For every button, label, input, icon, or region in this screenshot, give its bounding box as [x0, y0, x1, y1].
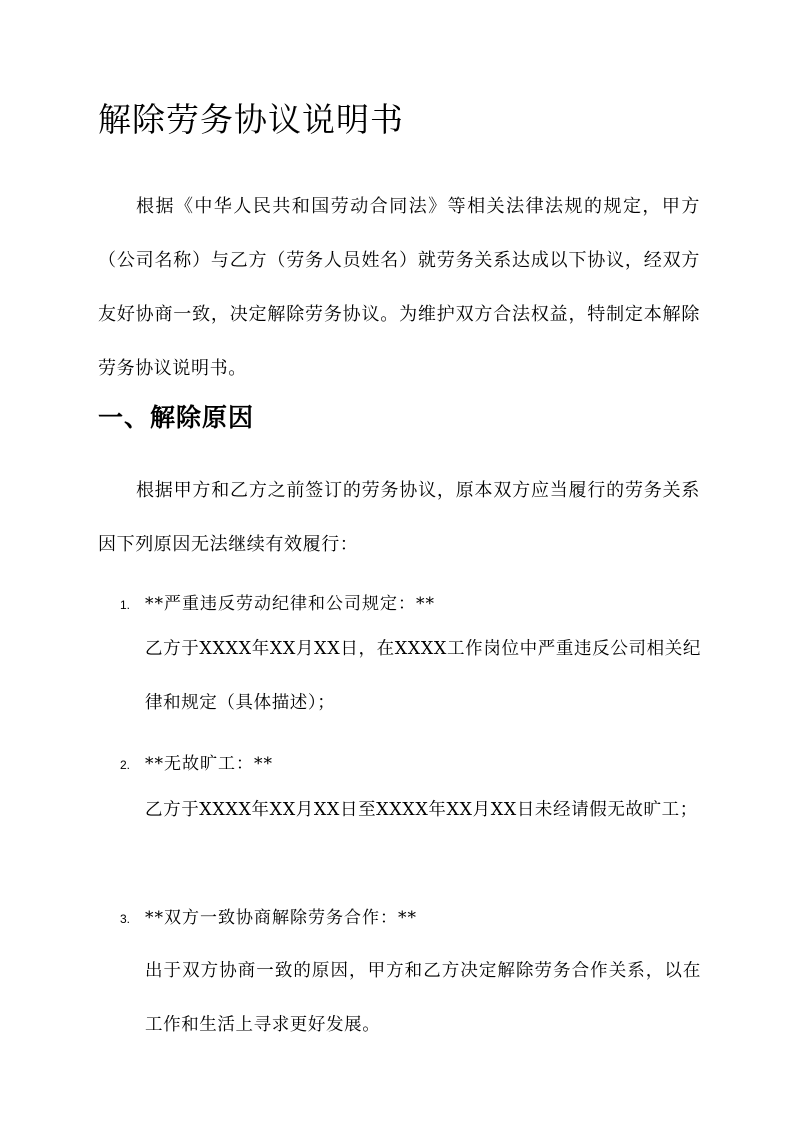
intro-paragraph: 根据《中华人民共和国劳动合同法》等相关法律法规的规定，甲方（公司名称）与乙方（劳务人员姓名）就劳务关系达成以下协议，经双方友好协商一致，决定解除劳务协议。为维护双方合法权益，特制定本解除劳务协议说明书。 — [98, 196, 700, 379]
list-item-2-body: 乙方于XXXX年XX月XX日至XXXX年XX月XX日未经请假无故旷工； — [145, 800, 698, 820]
section-heading-reasons: 一、解除原因 — [98, 403, 255, 432]
reasons-paragraph: 根据甲方和乙方之前签订的劳务协议，原本双方应当履行的劳务关系因下列原因无法继续有效履行： — [98, 480, 700, 555]
document-title: 解除劳务协议说明书 — [98, 100, 404, 139]
list-item-2-number: 2. — [120, 758, 131, 772]
list-item-3-heading — [120, 900, 417, 936]
list-item-2-heading — [120, 746, 273, 782]
list-item-3-body: 出于双方协商一致的原因，甲方和乙方决定解除劳务合作关系，以在工作和生活上寻求更好发展。 — [145, 961, 701, 1035]
list-item-1-title: **严重违反劳动纪律和公司规定：** — [145, 594, 435, 614]
list-item-1-heading — [120, 586, 435, 622]
list-item-2-title: **无故旷工：** — [145, 754, 273, 774]
list-item-1-body: 乙方于XXXX年XX月XX日，在XXXX工作岗位中严重违反公司相关纪律和规定（具体描述）； — [145, 639, 701, 713]
list-item-1-number: 1. — [120, 598, 131, 612]
list-item-3-number: 3. — [120, 912, 131, 926]
list-item-3-title: **双方一致协商解除劳务合作：** — [145, 908, 417, 928]
